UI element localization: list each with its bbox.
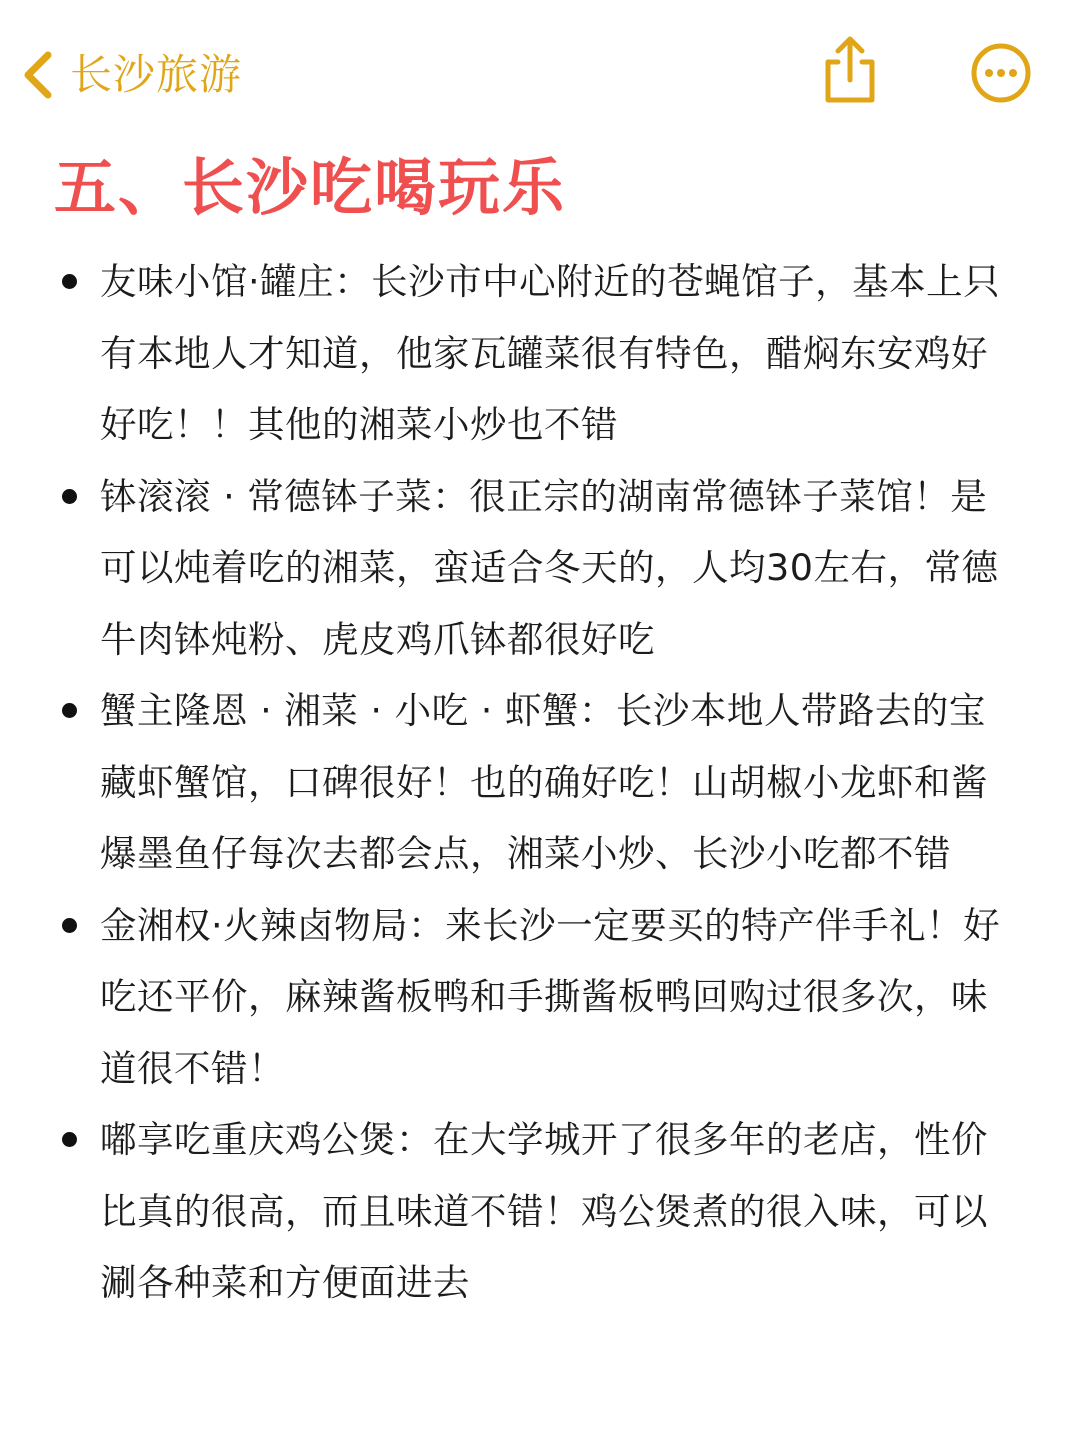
bullet-dot xyxy=(62,1132,77,1147)
list-item xyxy=(58,675,1020,890)
bullet-dot xyxy=(62,489,77,504)
list-item-text: 嘟享吃重庆鸡公煲：在大学城开了很多年的老店，性价比真的很高，而且味道不错！鸡公煲煮的很入味，可以涮各种菜和方便面进去 xyxy=(100,1118,988,1304)
share-icon xyxy=(816,34,884,106)
section-title: 五、长沙吃喝玩乐 xyxy=(54,151,567,224)
back-button[interactable] xyxy=(18,40,242,110)
list-item xyxy=(58,1104,1020,1319)
list-item xyxy=(58,890,1020,1105)
list-item-text: 钵滚滚 · 常德钵子菜：很正宗的湖南常德钵子菜馆！是可以炖着吃的湘菜，蛮适合冬天的，人均30左右，常德牛肉钵炖粉、虎皮鸡爪钵都很好吃 xyxy=(100,474,999,661)
list-item-text: 金湘权·火辣卤物局：来长沙一定要买的特产伴手礼！好吃还平价，麻辣酱板鸭和手撕酱板鸭回购过很多次，味道很不错！ xyxy=(100,903,1001,1090)
list-item xyxy=(58,461,1020,676)
list-item-text: 友味小馆·罐庄：长沙市中心附近的苍蝇馆子，基本上只有本地人才知道，他家瓦罐菜很有特色，醋焖东安鸡好好吃！！其他的湘菜小炒也不错 xyxy=(100,260,1001,446)
bullet-dot xyxy=(62,274,77,289)
list-item xyxy=(58,246,1020,461)
more-button[interactable] xyxy=(966,40,1036,106)
bullet-dot xyxy=(62,703,77,718)
more-icon xyxy=(966,40,1036,106)
top-nav-bar xyxy=(0,0,1080,140)
bullet-dot xyxy=(62,918,77,933)
share-button[interactable] xyxy=(816,34,884,106)
chevron-left-icon xyxy=(18,45,58,105)
list-item-text: 蟹主隆恩 · 湘菜 · 小吃 · 虾蟹：长沙本地人带路去的宝藏虾蟹馆，口碑很好！也的确好吃！山胡椒小龙虾和酱爆墨鱼仔每次去都会点，湘菜小炒、长沙小吃都不错 xyxy=(100,689,988,875)
nav-title: 长沙旅游 xyxy=(70,50,243,99)
restaurant-list xyxy=(58,246,1020,1319)
